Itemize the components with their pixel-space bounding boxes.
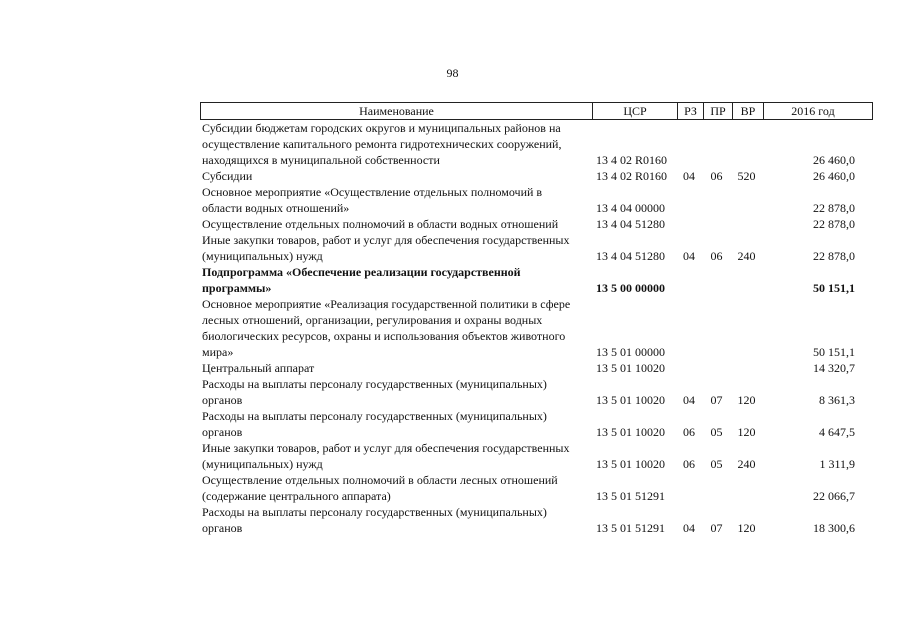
header-pr: ПР [703, 103, 732, 119]
row-amount: 26 460,0 [813, 153, 855, 167]
row-pr: 06 [710, 169, 723, 183]
row-csr: 13 4 04 00000 [596, 201, 665, 215]
row-amount: 22 878,0 [813, 201, 855, 215]
row-name: Осуществление отдельных полномочий в области лесных отношений (содержание центрального аппарата) [202, 473, 558, 503]
row-name: Субсидии [202, 169, 253, 183]
row-rz: 04 [683, 169, 695, 183]
row-csr: 13 4 02 R0160 [596, 153, 668, 167]
row-csr: 13 5 01 51291 [596, 521, 665, 535]
table-row [200, 360, 873, 376]
row-rz: 04 [683, 393, 695, 407]
row-pr: 07 [710, 521, 723, 535]
row-csr: 13 4 04 51280 [596, 249, 665, 263]
row-amount: 14 320,7 [813, 361, 855, 375]
row-name: Иные закупки товаров, работ и услуг для обеспечения государственных (муниципальных) нужд [202, 441, 570, 471]
header-csr: ЦСР [592, 103, 677, 119]
table-row-subprogram [200, 264, 873, 296]
row-name: Расходы на выплаты персоналу государственных (муниципальных) органов [202, 409, 547, 439]
row-csr: 13 5 01 10020 [596, 393, 665, 407]
row-rz: 04 [683, 249, 695, 263]
row-rz: 06 [683, 425, 695, 439]
header-year: 2016 год [763, 103, 862, 119]
table-row [200, 232, 873, 264]
row-amount: 50 151,1 [813, 281, 855, 295]
row-vr: 120 [737, 521, 756, 535]
row-csr: 13 5 01 10020 [596, 425, 665, 439]
table-row [200, 376, 873, 408]
row-amount: 1 311,9 [819, 457, 855, 471]
table-row [200, 168, 873, 184]
row-pr: 05 [710, 425, 723, 439]
row-amount: 22 066,7 [813, 489, 855, 503]
row-pr: 07 [710, 393, 723, 407]
row-pr: 06 [710, 249, 723, 263]
table-row [200, 440, 873, 472]
row-csr: 13 5 01 51291 [596, 489, 665, 503]
row-amount: 8 361,3 [819, 393, 855, 407]
header-rz: РЗ [677, 103, 703, 119]
header-name: Наименование [359, 104, 434, 118]
row-name: Иные закупки товаров, работ и услуг для обеспечения государственных (муниципальных) нужд [202, 233, 570, 263]
table-row [200, 216, 873, 232]
table-row [200, 504, 873, 536]
table-row [200, 472, 873, 504]
table-row [200, 296, 873, 360]
row-rz: 06 [683, 457, 695, 471]
row-amount: 22 878,0 [813, 217, 855, 231]
header-vr: ВР [732, 103, 763, 119]
row-name: Подпрограмма «Обеспечение реализации государственной программы» [202, 265, 521, 295]
table-header [200, 102, 873, 120]
table-row [200, 408, 873, 440]
row-vr: 240 [737, 457, 756, 471]
row-name: Основное мероприятие «Реализация государственной политики в сфере лесных отношений, организации, регулирования и охраны водных биологических ресурсов, охраны и использования объектов животного мира» [202, 297, 571, 359]
row-amount: 50 151,1 [813, 345, 855, 359]
row-csr: 13 5 01 10020 [596, 457, 665, 471]
row-csr: 13 5 01 10020 [596, 361, 665, 375]
row-csr: 13 5 01 00000 [596, 345, 665, 359]
row-rz: 04 [683, 521, 695, 535]
row-vr: 520 [737, 169, 756, 183]
row-amount: 4 647,5 [819, 425, 855, 439]
row-name: Расходы на выплаты персоналу государственных (муниципальных) органов [202, 377, 547, 407]
row-amount: 26 460,0 [813, 169, 855, 183]
row-amount: 18 300,6 [813, 521, 855, 535]
row-vr: 240 [737, 249, 756, 263]
row-amount: 22 878,0 [813, 249, 855, 263]
table-row [200, 120, 873, 168]
row-name: Основное мероприятие «Осуществление отдельных полномочий в области водных отношений» [202, 185, 543, 215]
table-row [200, 184, 873, 216]
row-csr: 13 5 00 00000 [596, 281, 665, 295]
row-vr: 120 [737, 425, 756, 439]
row-csr: 13 4 02 R0160 [596, 169, 668, 183]
row-csr: 13 4 04 51280 [596, 217, 665, 231]
page-number: 98 [446, 66, 459, 80]
row-name: Субсидии бюджетам городских округов и муниципальных районов на осуществление капитального ремонта гидротехнических сооружений, находящихся в муниципальной собственности [202, 121, 562, 167]
row-name: Осуществление отдельных полномочий в области водных отношений [202, 217, 559, 231]
row-name: Центральный аппарат [202, 361, 315, 375]
row-pr: 05 [710, 457, 723, 471]
row-name: Расходы на выплаты персоналу государственных (муниципальных) органов [202, 505, 547, 535]
row-vr: 120 [737, 393, 756, 407]
budget-table [200, 102, 873, 536]
